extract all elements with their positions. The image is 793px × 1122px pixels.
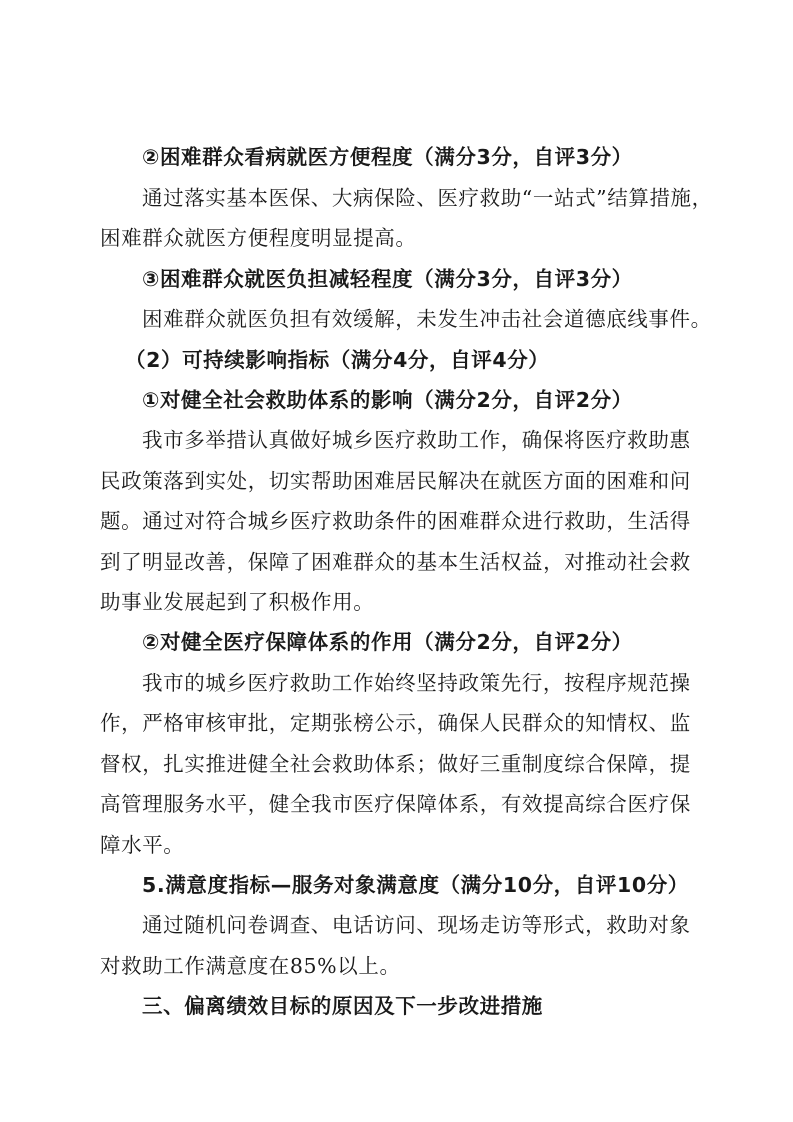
heading-convenience: ②困难群众看病就医方便程度（满分3分，自评3分） bbox=[142, 145, 633, 169]
paragraph-line: 困难群众就医负担有效缓解，未发生冲击社会道德底线事件。 bbox=[142, 307, 712, 331]
paragraph-line: 我市的城乡医疗救助工作始终坚持政策先行，按程序规范操 bbox=[142, 671, 691, 695]
heading-sustainable-impact: （2）可持续影响指标（满分4分，自评4分） bbox=[125, 348, 550, 372]
paragraph-line: 到了明显改善，保障了困难群众的基本生活权益，对推动社会救 bbox=[100, 550, 691, 574]
paragraph-line: 民政策落到实处，切实帮助困难居民解决在就医方面的困难和问 bbox=[100, 469, 691, 493]
paragraph-line: 题。通过对符合城乡医疗救助条件的困难群众进行救助，生活得 bbox=[100, 509, 691, 533]
heading-section-three: 三、偏离绩效目标的原因及下一步改进措施 bbox=[142, 994, 543, 1018]
paragraph-line: 困难群众就医方便程度明显提高。 bbox=[100, 226, 417, 250]
heading-burden: ③困难群众就医负担减轻程度（满分3分，自评3分） bbox=[142, 267, 633, 291]
paragraph-line: 我市多举措认真做好城乡医疗救助工作，确保将医疗救助惠 bbox=[142, 428, 691, 452]
paragraph-line: 通过随机问卷调查、电话访问、现场走访等形式，救助对象 bbox=[142, 913, 691, 937]
paragraph-line: 作，严格审核审批，定期张榜公示，确保人民群众的知情权、监 bbox=[100, 711, 691, 735]
paragraph-line: 助事业发展起到了积极作用。 bbox=[100, 590, 375, 614]
paragraph-line: 障水平。 bbox=[100, 833, 185, 857]
heading-satisfaction: 5.满意度指标—服务对象满意度（满分10分，自评10分） bbox=[142, 873, 689, 897]
paragraph-line: 督权，扎实推进健全社会救助体系；做好三重制度综合保障，提 bbox=[100, 752, 691, 776]
paragraph-line: 通过落实基本医保、大病保险、医疗救助“一站式”结算措施， bbox=[142, 186, 713, 210]
paragraph-line: 对救助工作满意度在85%以上。 bbox=[100, 954, 401, 978]
heading-medical-security-system: ②对健全医疗保障体系的作用（满分2分，自评2分） bbox=[142, 630, 633, 654]
heading-assistance-system: ①对健全社会救助体系的影响（满分2分，自评2分） bbox=[142, 388, 633, 412]
paragraph-line: 高管理服务水平，健全我市医疗保障体系，有效提高综合医疗保 bbox=[100, 792, 691, 816]
